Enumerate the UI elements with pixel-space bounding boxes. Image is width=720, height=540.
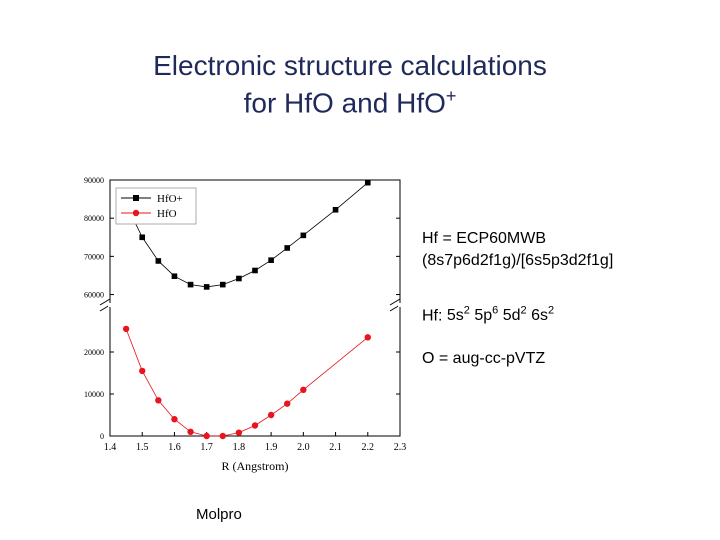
data-point-hfo-plus (204, 284, 210, 290)
data-point-hfo-plus (284, 245, 290, 251)
legend-box (116, 188, 196, 224)
y-tick-label: 70000 (84, 252, 104, 262)
orbital-term: $5p^6$ (474, 305, 499, 325)
data-point-hfo (187, 429, 193, 435)
data-point-hfo-plus (252, 268, 258, 274)
x-tick-label: 1.8 (232, 442, 246, 453)
data-point-hfo-plus (268, 257, 274, 263)
configuration-note (422, 300, 554, 327)
data-point-hfo (155, 397, 161, 403)
data-point-hfo-plus (188, 282, 194, 288)
data-point-hfo-plus (236, 276, 242, 282)
slide-title-text: for HfO and HfO (243, 87, 446, 119)
y-tick-label: 80000 (84, 214, 104, 224)
y-tick-label: 90000 (84, 176, 104, 185)
oxygen-basis-note: O = aug-cc-pVTZ (422, 350, 546, 367)
y-tick-label: 20000 (84, 348, 104, 357)
orbital-term: $6s^2$ (531, 305, 555, 325)
data-point-hfo-plus (365, 180, 371, 186)
data-point-hfo-plus (172, 273, 178, 279)
configuration-prefix: Hf: (422, 307, 447, 325)
data-point-hfo (220, 433, 226, 439)
y-tick-label: 10000 (84, 390, 104, 399)
x-tick-label: 1.9 (264, 442, 278, 453)
data-point-hfo (300, 387, 306, 393)
series-line-hfo (126, 329, 368, 436)
data-point-hfo-plus (156, 258, 162, 264)
y-tick-label: 60000 (84, 290, 104, 300)
y-tick-label: 0 (100, 432, 104, 441)
legend-marker-hfo-plus (133, 195, 139, 201)
x-tick-label: 2.1 (329, 442, 342, 453)
x-tick-label: 1.6 (168, 442, 181, 453)
data-point-hfo (203, 433, 209, 439)
orbital-term: $5d^2$ (502, 305, 527, 325)
orbital-term: $5s^2$ (446, 305, 470, 325)
data-point-hfo (365, 334, 371, 340)
x-tick-label: 1.4 (103, 442, 117, 453)
basis-set-line1: Hf = ECP60MWB (422, 230, 547, 247)
legend-label-hfo: HfO (157, 208, 177, 220)
data-point-hfo (171, 416, 177, 422)
slide-title-superscript: + (445, 86, 457, 106)
x-axis-label: R (Angstrom) (221, 459, 289, 473)
axis-break-gap (108, 303, 112, 307)
data-point-hfo-plus (220, 282, 226, 288)
x-tick-label: 2.0 (297, 442, 310, 453)
data-point-hfo (284, 400, 290, 406)
data-point-hfo-plus (333, 207, 339, 213)
basis-set-line2: (8s7p6d2f1g)/[6s5p3d2f1g] (422, 252, 614, 269)
x-tick-label: 1.7 (200, 442, 213, 453)
data-point-hfo (252, 422, 258, 428)
data-point-hfo (139, 368, 145, 374)
chart-legend (116, 188, 196, 224)
data-point-hfo (236, 429, 242, 435)
data-point-hfo-plus (139, 234, 145, 240)
data-point-hfo (123, 326, 129, 332)
basis-set-note (422, 228, 613, 272)
data-point-hfo (268, 412, 274, 418)
legend-label-hfo-plus: HfO+ (157, 193, 183, 205)
x-tick-label: 1.5 (135, 442, 149, 453)
x-tick-label: 2.2 (361, 442, 375, 453)
data-point-hfo-plus (301, 233, 307, 239)
axis-break-gap (398, 303, 402, 307)
axis-break-marks (100, 299, 402, 311)
legend-marker-hfo (133, 210, 139, 216)
software-credit: Molpro (196, 506, 242, 523)
slide-title-line1: Electronic structure calculations (153, 50, 547, 81)
x-tick-label: 2.3 (393, 442, 407, 453)
